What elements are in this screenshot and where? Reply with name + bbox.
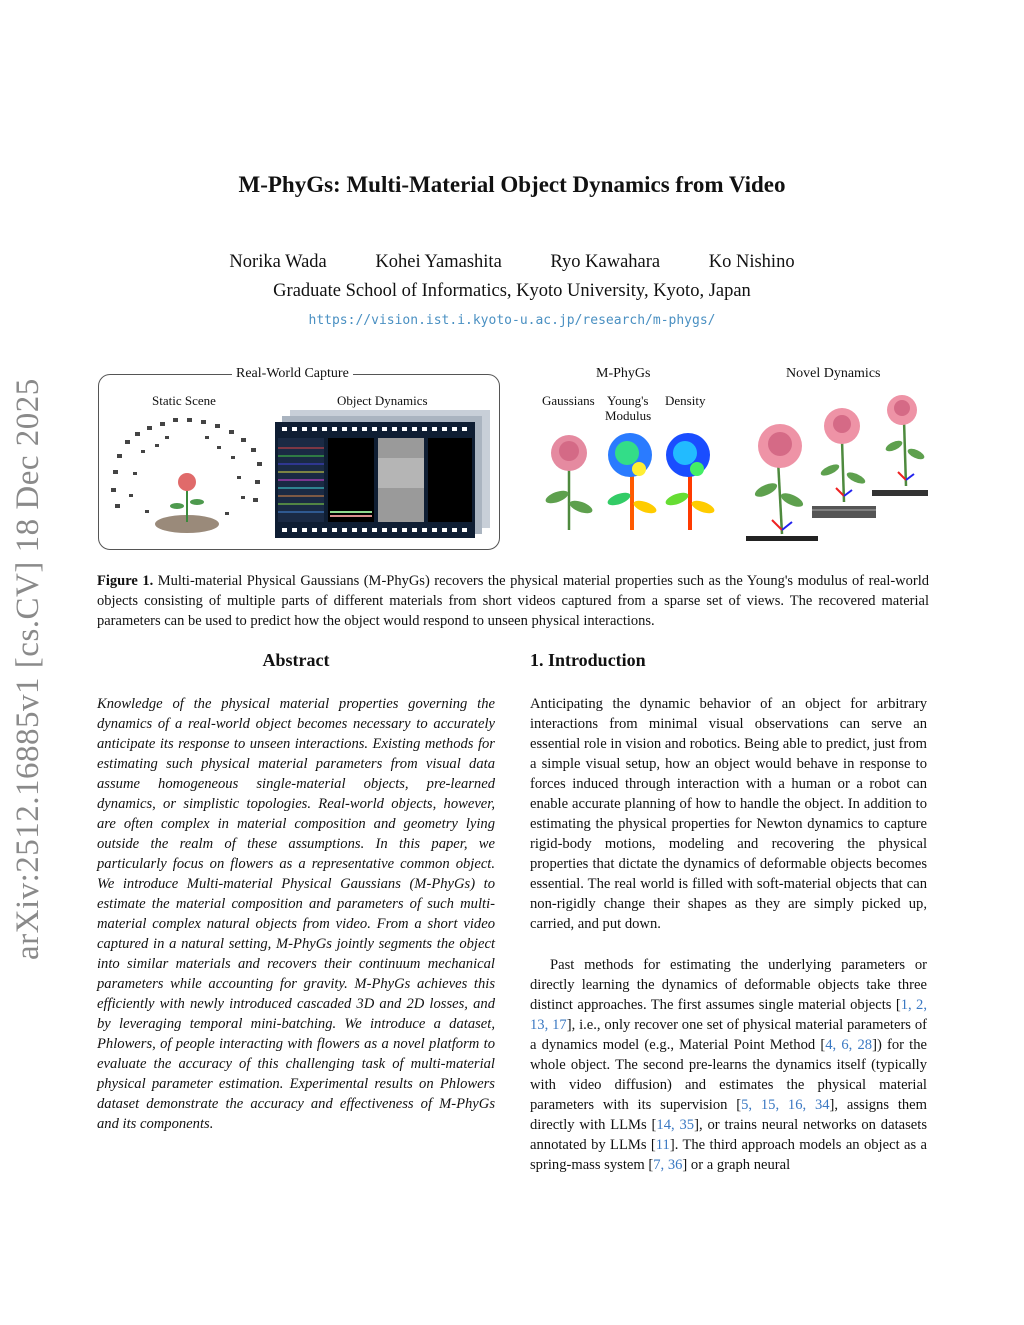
real-world-capture-label: Real-World Capture [232, 366, 353, 382]
citation-link[interactable]: 1, 2, 13, 17 [530, 997, 927, 1033]
text-run: ], or trains neural networks on datasets annotated by LLMs [ [530, 1117, 928, 1153]
static-scene-label: Static Scene [152, 393, 216, 408]
author-list [0, 252, 1024, 273]
author-name: Norika Wada [229, 252, 327, 272]
citation-link[interactable]: 7, 36 [653, 1157, 683, 1173]
introduction-heading: 1. Introduction [530, 650, 646, 670]
text-run: ], i.e., only recover one set of physical material parameters of a dynamics model (e.g., Material Point Method [ [530, 1017, 928, 1053]
novel-dynamics-label: Novel Dynamics [782, 366, 884, 382]
abstract-body: Knowledge of the physical material properties governing the dynamics of a real-world object becomes necessary to accurately anticipate its response to unseen interactions. Existing methods for estimating such physical material parameters from visual data assume homogeneous single-material objects, pre-learned dynamics, or simplistic topologies. Real-world objects, however, are often complex in material composition and geometry lying outside the realm of these assumptions. In this paper, we particularly focus on flowers as a representative common object. We introduce Multi-material Physical Gaussians (M-PhyGs) to estimate the material composition and parameters of such multi-material complex natural objects from video. From a short video captured in a natural setting, M-PhyGs jointly segments the object into similar materials and recovers their continuum mechanical parameters while accounting for gravity. M-PhyGs achieves this efficiently with newly introduced cascaded 3D and 2D losses, and by leveraging temporal mini-batching. We introduce a dataset, Phlowers, of people interacting with flowers as a novel platform to evaluate the accuracy of this challenging task of multi-material physical parameter estimation. Experimental results on Phlowers dataset demonstrate the accuracy and effectiveness of M-PhyGs and its components. [97, 696, 495, 1132]
author-name: Kohei Yamashita [375, 252, 502, 272]
text-run: ]) for the whole object. The second pre-learns the dynamics itself (typically with video diffusion) and estimates the physical material parameters with its supervision [ [530, 1037, 927, 1113]
mphygs-flower-images [535, 425, 725, 535]
text-run: ] or a graph neural [682, 1157, 791, 1173]
figure-caption [97, 571, 929, 631]
text-run: ], assigns them directly with LLMs [ [530, 1097, 928, 1133]
citation-link[interactable]: 11 [655, 1137, 670, 1153]
author-name: Ko Nishino [708, 252, 795, 272]
novel-dynamics-images [742, 390, 932, 545]
arxiv-stamp: arXiv:2512.16885v1 [cs.CV] 18 Dec 2025 [10, 378, 46, 960]
citation-link[interactable]: 4, 6, 28 [825, 1037, 873, 1053]
abstract-heading: Abstract [262, 650, 330, 670]
gaussians-label: Gaussians [542, 393, 595, 408]
intro-paragraph [530, 955, 927, 1175]
youngs-label: Young's [607, 393, 649, 408]
static-scene-image [105, 410, 270, 540]
modulus-label: Modulus [605, 408, 652, 423]
intro-paragraph: Anticipating the dynamic behavior of an object for arbitrary interactions from minimal visual observations can serve an essential role in vision and robotics. Being able to predict, just from a simple visual setup, how an object would behave in response to forces induced through interaction with a human or a robot can enable accurate planning of how to handle the object. In addition to estimating the physical properties for Newton dynamics to capture rigid-body motions, modeling and recovering the physical properties that dictate the dynamics of deformable objects becomes essential. The real world is filled with soft-material objects that can non-rigidly change their shapes as they are simply picked up, carried, and put down. [530, 696, 927, 932]
caption-text: Multi-material Physical Gaussians (M-PhyGs) recovers the physical material properties such as the Young's modulus of real-world objects consisting of multiple parts of different materials from short videos captured from a sparse set of views. The recovered material parameters can be used to predict how the object would respond to unseen physical interactions. [97, 573, 930, 629]
density-label: Density [665, 393, 706, 408]
object-dynamics-filmstrip [272, 408, 496, 540]
citation-link[interactable]: 5, 15, 16, 34 [741, 1097, 830, 1113]
text-run: ]. The third approach models an object as a spring-mass system [ [530, 1137, 927, 1173]
project-url-link[interactable]: https://vision.ist.i.kyoto-u.ac.jp/research/m-phygs/ [308, 313, 716, 328]
mphygs-label: M-PhyGs [592, 366, 654, 382]
text-run: Past methods for estimating the underlying parameters or directly learning the dynamics of deformable objects take three distinct approaches. The first assumes single material objects [ [530, 957, 927, 1013]
citation-link[interactable]: 14, 35 [656, 1117, 695, 1133]
object-dynamics-label: Object Dynamics [337, 393, 428, 408]
figure-label: Figure 1. [97, 573, 154, 589]
author-name: Ryo Kawahara [550, 252, 661, 272]
paper-title: M-PhyGs: Multi-Material Object Dynamics from Video [238, 172, 786, 197]
affiliation: Graduate School of Informatics, Kyoto University, Kyoto, Japan [273, 281, 751, 301]
